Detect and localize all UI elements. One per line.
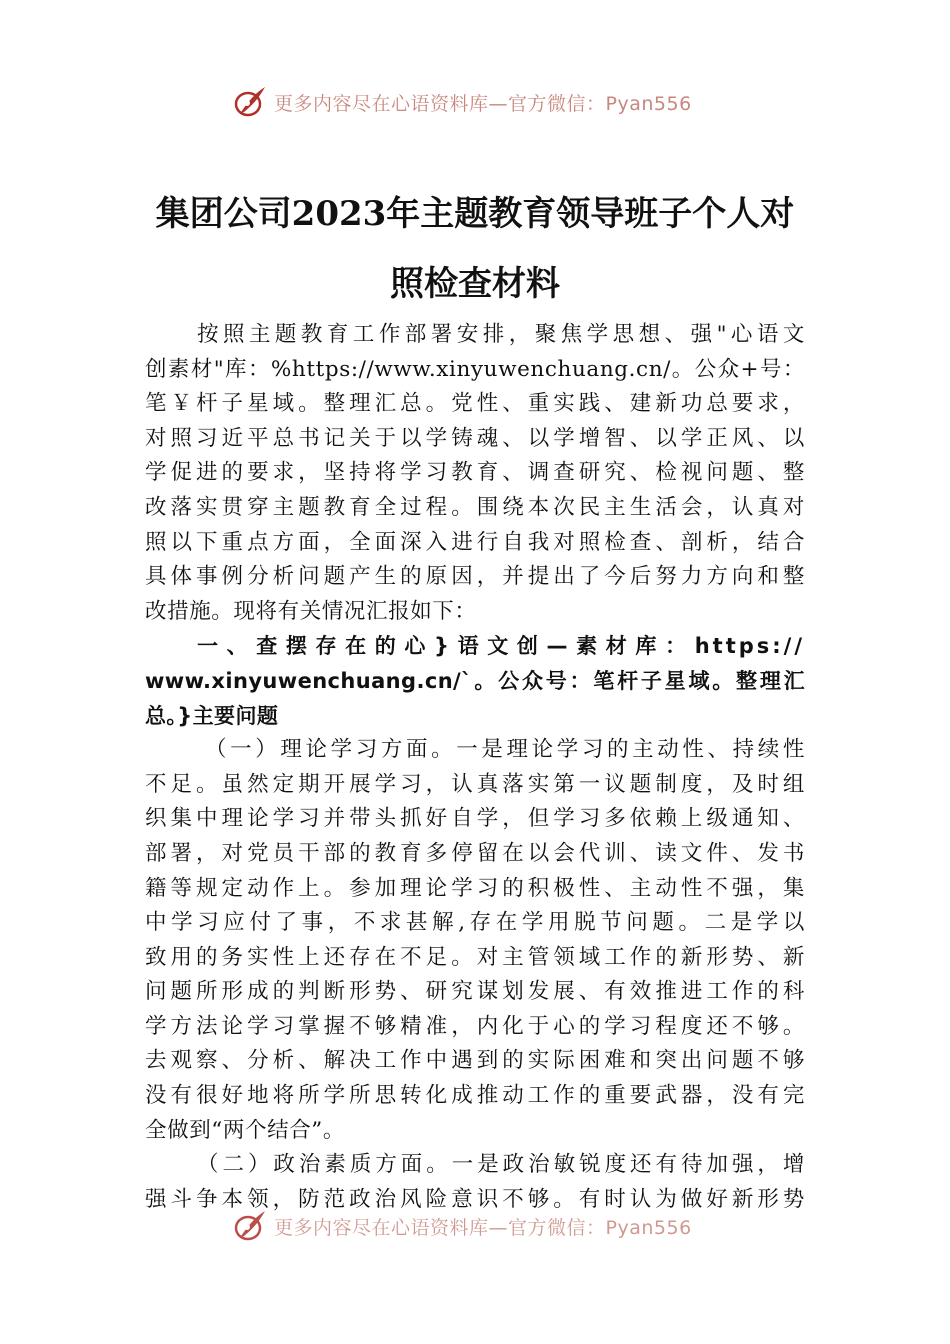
text-line: 籍等规定动作上。参加理论学习的积极性、主动性不强，集: [145, 875, 805, 901]
text-line: （一）理论学习方面。一是理论学习的主动性、持续性: [205, 737, 805, 763]
text-line: 强斗争本领，防范政治风险意识不够。有时认为做好新形势: [145, 1186, 805, 1212]
text-line: 全做到“两个结合”。: [145, 1117, 345, 1143]
document-body: [145, 318, 805, 1217]
watermark-text: 更多内容尽在心语资料库—官方微信：Pyan556: [274, 92, 692, 115]
text-line: 不足。虽然定期开展学习，认真落实第一议题制度，及时组: [145, 771, 805, 797]
text-line: 照以下重点方面，全面深入进行自我对照检查、剖析，结合: [145, 529, 805, 555]
text-line: 织集中理论学习并带头抓好自学，但学习多依赖上级通知、: [145, 806, 805, 832]
watermark-text: 更多内容尽在心语资料库—官方微信：Pyan556: [274, 1216, 692, 1239]
subsection-theory-study: [145, 733, 805, 1148]
text-line: 部署，对党员干部的教育多停留在以会代训、读文件、发书: [145, 840, 805, 866]
watermark-header: [232, 84, 692, 120]
text-line: 致用的务实性上还存在不足。对主管领域工作的新形势、新: [145, 944, 805, 970]
text-line: 改措施。现将有关情况汇报如下：: [145, 598, 477, 624]
text-line: 没有很好地将所学所思转化成推动工作的重要武器，没有完: [145, 1083, 805, 1109]
watermark-footer: [232, 1208, 692, 1244]
text-line: 中学习应付了事，不求甚解,存在学用脱节问题。二是学以: [145, 910, 805, 936]
document-title-line-1: 集团公司2023年主题教育领导班子个人对: [155, 194, 795, 234]
text-line: 笔￥杆子星域。整理汇总。党性、重实践、建新功总要求，: [145, 391, 805, 417]
text-line: 具体事例分析问题产生的原因，并提出了今后努力方向和整: [145, 564, 805, 590]
heading-line: 总。}主要问题: [145, 703, 279, 728]
document-title-line-2: 照检查材料: [390, 264, 560, 304]
text-line: 去观察、分析、解决工作中遇到的实际困难和突出问题不够: [145, 1048, 805, 1074]
text-line: 学促进的要求，坚持将学习教育、调查研究、检视问题、整: [145, 460, 805, 486]
quill-logo-icon: [232, 1208, 268, 1244]
text-line: （二）政治素质方面。一是政治敏锐度还有待加强，增: [197, 1152, 805, 1178]
text-line: 学方法论学习掌握不够精准，内化于心的学习程度还不够。: [145, 1013, 805, 1039]
text-line: 问题所形成的判断形势、研究谋划发展、有效推进工作的科: [145, 979, 805, 1005]
section-heading-1: [145, 629, 805, 733]
heading-line: 一、查摆存在的心}语文创—素材库：https://: [197, 634, 805, 659]
intro-paragraph: [145, 318, 805, 629]
heading-line: www.xinyuwenchuang.cn/`。公众号：笔杆子星域。整理汇: [145, 668, 805, 693]
text-line: 对照习近平总书记关于以学铸魂、以学增智、以学正风、以: [145, 425, 805, 451]
quill-logo-icon: [232, 84, 268, 120]
text-line: 改落实贯穿主题教育全过程。围绕本次民主生活会，认真对: [145, 494, 805, 520]
text-line: 按照主题教育工作部署安排，聚焦学思想、强"心语文: [197, 322, 805, 347]
text-line: 创素材"库：%https://www.xinyuwenchuang.cn/。公众+号：: [145, 356, 805, 382]
